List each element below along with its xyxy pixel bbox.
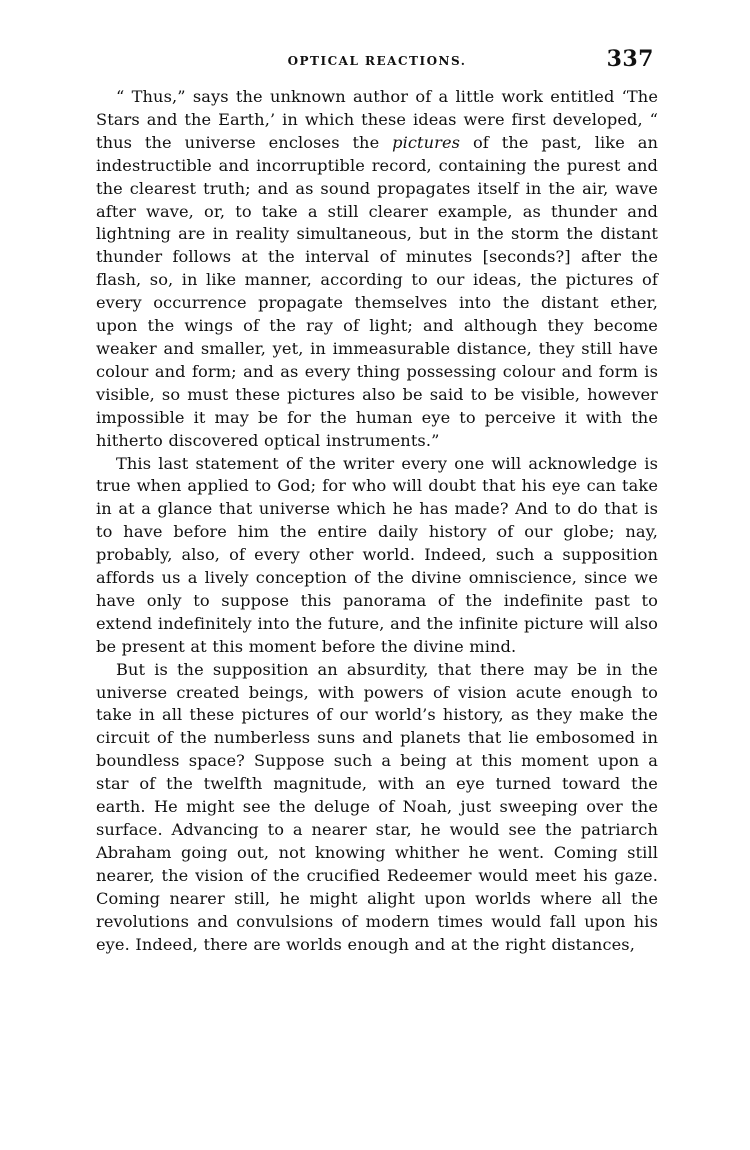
paragraph-divine-omniscience: This last statement of the writer every one will acknowledge is true when applied to God; for who will doubt that his eye can take in at a glance that universe which he has made? And to do that is to have before him the entire daily history of our globe; nay, probably, also, of every other world. Indeed, such a supposition affords us a lively conception of the divine omniscience, since we have only to suppose this panorama of the indefinite past to extend indefinitely into the future, and the infinite picture will also be present at this moment before the divine mind. [96,453,658,656]
paragraph-quotation-text-after: of the past, like an indestructible and incorruptible record, containing the purest and the clearest truth; and as sound propagates itself in the air, wave after wave, or, to take a still clearer example, as thunder and lightning are in reality simultaneous, but in the storm the distant thunder follows at the interval of minutes [seconds?] after the flash, so, in like manner, according to our ideas, the pictures of every occurrence propagate themselves into the distant ether, upon the wings of the ray of light; and although they become weaker and smaller, yet, in immeasurable distance, they still have colour and form; and as every thing possessing colour and form is visible, so must these pictures also be said to be visible, however impossible it may be for the human eye to perceive it with the hitherto discovered optical instruments.” [96,132,658,450]
paragraph-quotation-text-before: “ Thus,” says the unknown author of a little work entitled ‘The Stars and the Earth,’ in which these ideas were first developed, “ thus the universe encloses the [96,87,658,152]
paragraph-created-beings: But is the supposition an absurdity, that there may be in the universe created beings, with powers of vision acute enough to take in all these pictures of our world’s history, as they make the circuit of the numberless suns and planets that lie embosomed in boundless space? Suppose such a being at this moment upon a star of the twelfth magnitude, with an eye turned toward the earth. He might see the deluge of Noah, just sweeping over the surface. Advancing to a nearer star, he would see the patriarch Abraham going out, not knowing whither he went. Coming still nearer, the vision of the crucified Redeemer would meet his gaze. Coming nearer still, he might alight upon worlds where all the revolutions and convulsions of modern times would fall upon his eye. Indeed, there are worlds enough and at the right distances, [96,659,658,954]
paragraph-quotation [96,86,658,453]
book-page [96,44,658,956]
italic-pictures: pictures [392,132,461,152]
body-text [96,86,658,956]
page-number: 337 [606,46,654,72]
running-title: OPTICAL REACTIONS. [287,54,467,68]
running-head [96,44,658,78]
